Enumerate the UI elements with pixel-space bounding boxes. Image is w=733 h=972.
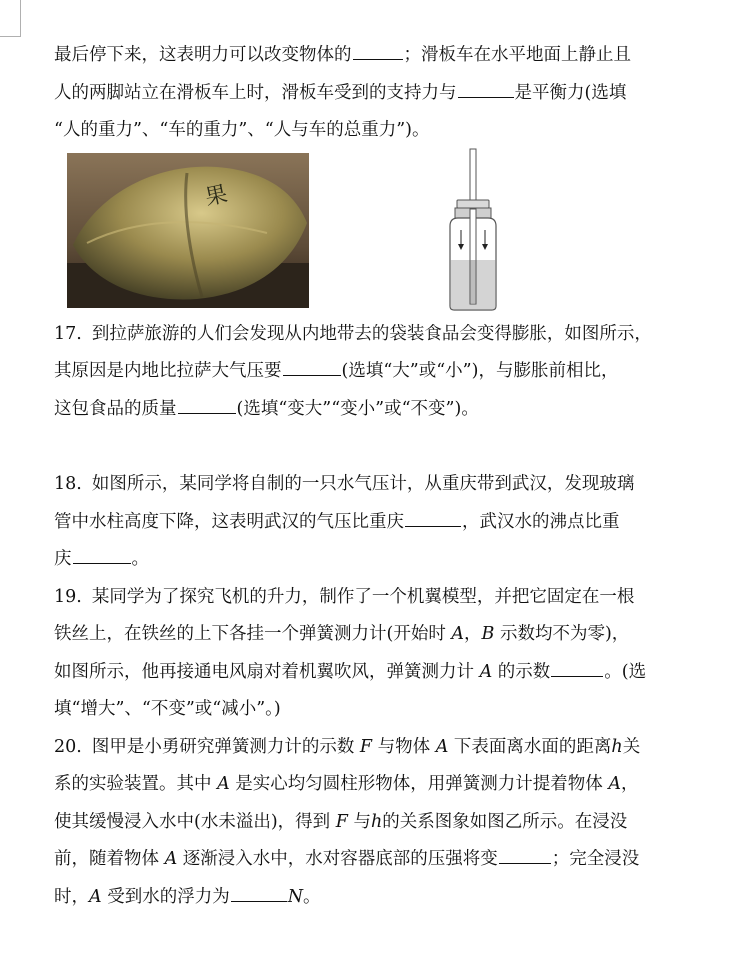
text: ；滑板车在水平地面上静止且 [403,45,631,65]
question-number: 19. [54,586,82,607]
text: 图甲是小勇研究弹簧测力计的示数 [91,736,360,757]
text: 。(选 [604,661,647,682]
text: 这包食品的质量 [54,398,177,419]
q16-line-1 [54,37,704,75]
q18-line-1 [54,466,704,504]
document-page [54,37,704,916]
answer-blank[interactable] [551,654,603,677]
text: 人的两脚站立在滑板车上时，滑板车受到的支持力与 [54,82,457,103]
text: 。 [303,886,321,907]
q20-line-1 [54,729,704,767]
text: 填“增大”、“不变”或“减小”。) [54,699,281,719]
text: ；完全浸没 [551,849,640,869]
text: 时， [54,886,89,907]
q16-line-2 [54,75,704,113]
variable-a: A [435,736,449,757]
text: 示数均不为零)， [494,624,630,644]
text: 其原因是内地比拉萨大气压要 [54,361,282,381]
answer-blank[interactable] [231,879,287,902]
text: 的关系图象如图乙所示。在浸没 [382,811,628,832]
q20-line-3 [54,804,704,842]
text: 逐渐浸入水中，水对容器底部的压强将变 [177,849,498,869]
variable-a: A [451,624,465,644]
text: 的示数 [492,661,551,682]
barometer-drawing [442,148,504,313]
text: (选填“变大”“变小”或“不变”)。 [236,398,479,419]
variable-h: h [611,736,623,757]
answer-blank[interactable] [283,353,341,376]
q19-line-4 [54,691,704,729]
text: 是实心均匀圆柱形物体，用弹簧测力计提着物体 [229,774,609,794]
q17-line-2 [54,353,704,391]
text: 。 [131,549,149,569]
answer-blank[interactable] [405,504,461,527]
water-barometer-diagram [442,148,504,313]
variable-f: F [335,811,348,832]
spacer [54,428,704,466]
q19-line-1 [54,579,704,617]
variable-h: h [370,811,383,832]
text: 与物体 [372,736,436,757]
answer-blank[interactable] [353,37,403,60]
question-number: 18. [54,474,82,494]
question-number: 20. [54,736,82,757]
answer-blank[interactable] [73,541,131,564]
unit-newton: N [287,886,304,907]
swollen-food-bag-photo [67,153,309,308]
text: 前，随着物体 [54,849,165,869]
text: 受到水的浮力为 [101,886,230,907]
text: 使其缓慢浸入水中(水未溢出)，得到 [54,811,336,832]
q20-line-2 [54,766,704,804]
text: ，武汉水的沸点比重 [462,511,620,532]
question-number: 17. [54,323,82,344]
q19-line-2 [54,616,704,654]
text: 与 [347,811,371,832]
text: 最后停下来，这表明力可以改变物体的 [54,45,352,65]
text: (选填“大”或“小”)，与膨胀前相比， [341,361,619,381]
q18-line-3 [54,541,704,579]
food-bag-image [67,153,309,308]
variable-a: A [164,849,178,869]
variable-a: A [217,774,230,794]
q20-line-4 [54,841,704,879]
text: 管中水柱高度下降，这表明武汉的气压比重庆 [54,511,404,532]
text: 是平衡力(选填 [514,82,627,103]
q17-line-3 [54,391,704,429]
text: 关 [622,736,641,757]
text: 下表面离水面的距离 [448,736,612,757]
q17-line-1 [54,316,704,354]
variable-a: A [89,886,102,907]
variable-b: B [481,624,495,644]
answer-blank[interactable] [458,75,514,98]
q16-line-3 [54,112,704,150]
page-corner-mark [0,0,21,37]
text: 系的实验装置。其中 [54,774,218,794]
text: 铁丝上，在铁丝的上下各挂一个弹簧测力计(开始时 [54,624,452,644]
variable-a: A [479,661,493,682]
answer-blank[interactable] [499,841,551,864]
text: “人的重力”、“车的重力”、“人与车的总重力”)。 [54,120,430,140]
text: ， [620,774,639,794]
text: 庆 [54,549,72,569]
q18-line-2 [54,504,704,542]
q20-line-5 [54,879,704,917]
variable-f: F [359,736,373,757]
text: ， [464,624,482,644]
text: 如图所示，他再接通电风扇对着机翼吹风，弹簧测力计 [54,661,480,682]
svg-text:果: 果 [203,181,230,211]
answer-blank[interactable] [178,391,236,414]
q19-line-3 [54,654,704,692]
text: 如图所示，某同学将自制的一只水气压计，从重庆带到武汉，发现玻璃 [91,474,635,494]
text: 到拉萨旅游的人们会发现从内地带去的袋装食品会变得膨胀，如图所示， [91,323,652,344]
text: 某同学为了探究飞机的升力，制作了一个机翼模型，并把它固定在一根 [91,586,635,607]
variable-a: A [608,774,621,794]
figures-row [54,153,704,313]
